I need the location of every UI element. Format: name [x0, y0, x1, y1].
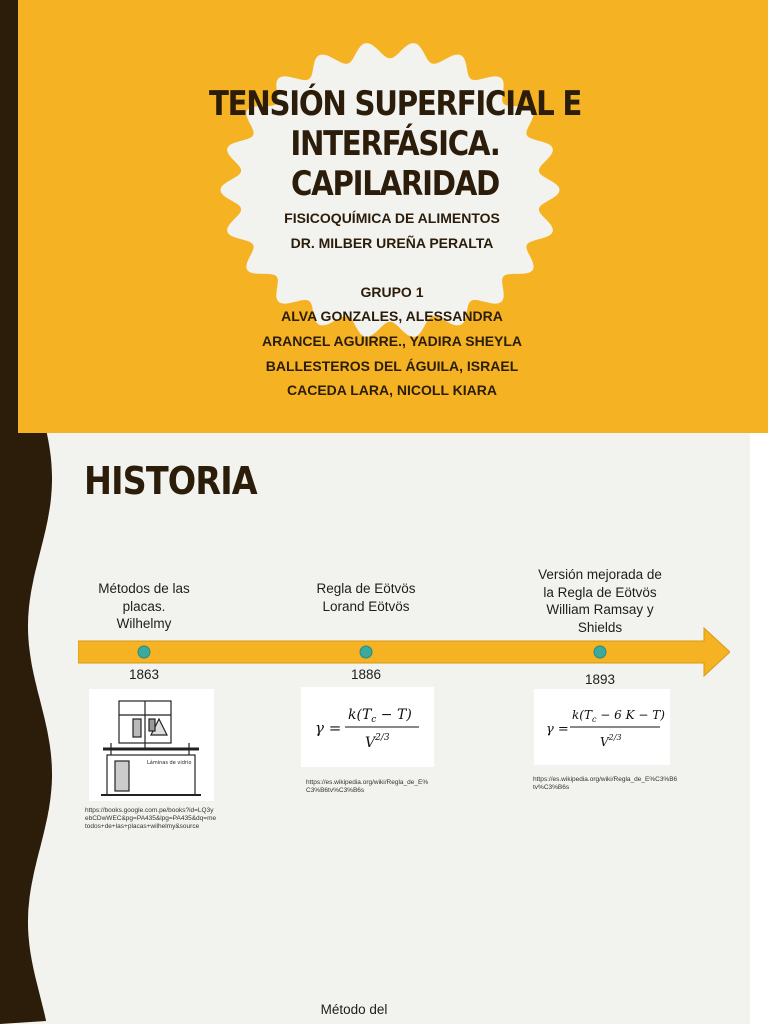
- ramsay-shields-formula: [534, 689, 670, 765]
- event-label-wilhelmy: Métodos de las placas. Wilhelmy: [98, 581, 190, 631]
- member-name: ARANCEL AGUIRRE., YADIRA SHEYLA: [261, 332, 523, 349]
- wilhelmy-plate-figure: [89, 689, 214, 801]
- figure-caption: Láminas de vidrio: [147, 760, 192, 766]
- event-label-ramsay-shields: Versión mejorada de la Regla de Eötvös William Ramsay y Shields: [538, 567, 662, 635]
- event-label-next: Método del: [320, 1002, 388, 1017]
- svg-text:k(Tc − T): $k(T_c - T)$: [348, 707, 412, 725]
- event-year: 1886: [350, 667, 382, 682]
- svg-text:V2/3: $V^{2/3}$: [600, 733, 622, 749]
- member-name: ALVA GONZALES, ALESSANDRA: [281, 308, 503, 325]
- member-name: CACEDA LARA, NICOLL KIARA: [287, 382, 497, 399]
- timeline-dot: [138, 646, 150, 658]
- timeline-dot: [594, 646, 606, 658]
- event-label-eotvos: Regla de Eötvös Lorand Eötvös: [316, 581, 416, 614]
- source-link[interactable]: https://es.wikipedia.org/wiki/Regla_de_E%C3%B6tv%C3%B6s: [306, 779, 429, 794]
- course-name: FISICOQUÍMICA DE ALIMENTOS: [284, 210, 500, 226]
- title-line-2: CAPILARIDAD: [290, 164, 500, 204]
- timeline-dot: [360, 646, 372, 658]
- historia-slide: [0, 433, 750, 1024]
- title-line-1: TENSIÓN SUPERFICIAL E INTERFÁSICA.: [208, 84, 582, 164]
- source-link[interactable]: https://es.wikipedia.org/wiki/Regla_de_E%C3%B6tv%C3%B6s: [533, 776, 678, 791]
- cover-slide: [0, 0, 768, 433]
- member-name: BALLESTEROS DEL ÁGUILA, ISRAEL: [265, 357, 519, 374]
- group-name: GRUPO 1: [360, 283, 424, 300]
- presentation-title: [107, 84, 683, 204]
- svg-text:γ =: γ =: [315, 719, 342, 737]
- svg-text:γ =: γ =: [546, 722, 569, 737]
- cover-left-strip: [0, 0, 18, 433]
- section-title: HISTORIA: [84, 459, 257, 503]
- svg-text:k(Tc − 6 K − T): $k(T_c - 6$ K − T): [572, 708, 665, 724]
- cover-info: [180, 206, 604, 403]
- event-year: 1863: [128, 667, 160, 682]
- eotvos-formula: [301, 687, 434, 767]
- source-link[interactable]: https://books.google.com.pe/books?id=LQ3yebCDwWEC&pg=PA435&lpg=PA435&dq=metodos+de+las+placas+wilhelmy&source: [85, 807, 217, 830]
- right-margin: [750, 433, 768, 1024]
- event-year: 1893: [584, 672, 616, 687]
- svg-text:V2/3: $V^{2/3}$: [365, 733, 390, 751]
- professor-name: DR. MILBER UREÑA PERALTA: [290, 234, 494, 251]
